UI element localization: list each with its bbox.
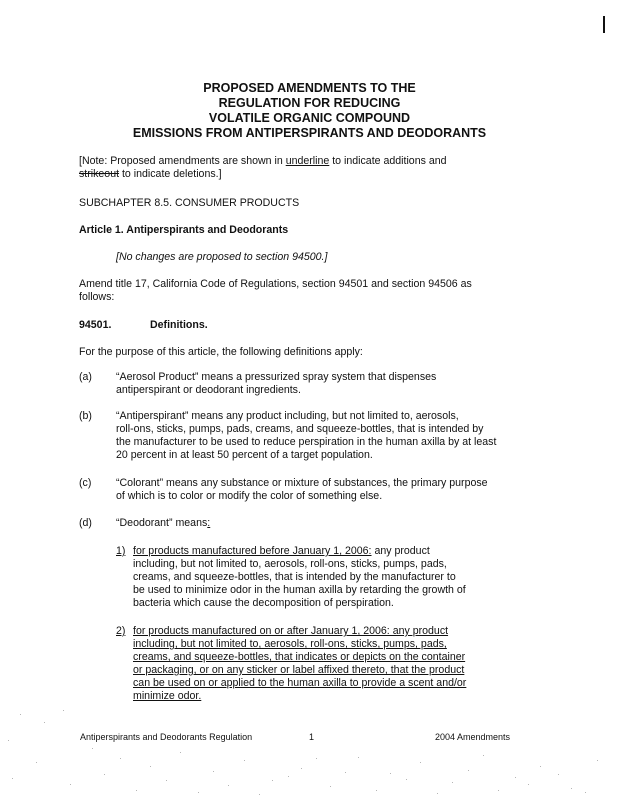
strikeout-example: strikeout [79, 168, 120, 180]
sub-2-line-4: or packaging, or on any sticker or label affixed thereto, that the product [133, 664, 465, 676]
def-b-line-2: roll-ons, sticks, pumps, pads, creams, and squeeze-bottles, that is intended by [116, 423, 484, 435]
footer-page-number: 1 [309, 732, 315, 742]
no-changes-note: [No changes are proposed to section 94500.] [116, 251, 328, 263]
title-line-1: PROPOSED AMENDMENTS TO THE [203, 81, 416, 95]
def-c-line-1: “Colorant” means any substance or mixture of substances, the primary purpose [116, 477, 488, 489]
def-b-line-1: “Antiperspirant” means any product including, but not limited to, aerosols, [116, 410, 459, 422]
title-line-2: REGULATION FOR REDUCING [218, 96, 401, 110]
sub-2-line-3: creams, and squeeze-bottles, that indicates or depicts on the container [133, 651, 466, 663]
note-line-1: [Note: Proposed amendments are shown in underline to indicate additions and [79, 155, 447, 167]
margin-mark [603, 16, 605, 33]
def-d-label: (d) [79, 517, 92, 529]
sub-2-line-6: minimize odor. [133, 690, 202, 702]
amend-line-2: follows: [79, 291, 115, 303]
section-number: 94501. [79, 319, 112, 331]
subchapter-heading: SUBCHAPTER 8.5. CONSUMER PRODUCTS [79, 197, 300, 209]
def-d-line-1: “Deodorant” means: [116, 517, 211, 529]
footer-left: Antiperspirants and Deodorants Regulation [80, 732, 253, 742]
def-a-label: (a) [79, 371, 92, 383]
sub-2-line-2: including, but not limited to, aerosols, roll-ons, sticks, pumps, pads, [133, 638, 447, 650]
def-c-label: (c) [79, 477, 92, 489]
sub-2-line-5: can be used on or applied to the human axilla to provide a scent and/or [133, 677, 467, 689]
sub-1-line-5: bacteria which cause the decomposition of perspiration. [133, 597, 394, 609]
def-a-line-2: antiperspirant or deodorant ingredients. [116, 384, 301, 396]
title-line-4: EMISSIONS FROM ANTIPERSPIRANTS AND DEODORANTS [132, 126, 487, 140]
sub-1-line-2: including, but not limited to, aerosols, roll-ons, sticks, pumps, pads, [133, 558, 447, 570]
underline-example: underline [285, 155, 330, 167]
def-c-line-2: of which is to color or modify the color of something else. [116, 490, 383, 502]
def-b-label: (b) [79, 410, 92, 422]
sub-1-line-3: creams, and squeeze-bottles, that is intended by the manufacturer to [133, 571, 456, 583]
sub-1-number: 1) [116, 545, 126, 557]
section-title: Definitions. [150, 319, 208, 331]
sub-1-line-4: be used to minimize odor in the human axilla by retarding the growth of [133, 584, 466, 596]
sub-2-line-1: for products manufactured on or after January 1, 2006: any product [133, 625, 449, 637]
sub-2-number: 2) [116, 625, 126, 637]
def-b-line-4: 20 percent in at least 50 percent of a target population. [116, 449, 373, 461]
def-b-line-3: the manufacturer to be used to reduce perspiration in the human axilla by at least [116, 436, 497, 448]
amend-line-1: Amend title 17, California Code of Regulations, section 94501 and section 94506 as [79, 278, 472, 290]
purpose-text: For the purpose of this article, the following definitions apply: [79, 346, 363, 358]
scan-noise [0, 700, 619, 800]
title-line-3: VOLATILE ORGANIC COMPOUND [208, 111, 411, 125]
article-heading: Article 1. Antiperspirants and Deodorants [79, 224, 289, 236]
sub-1-line-1: for products manufactured before January 1, 2006: any product [133, 545, 430, 557]
footer-right: 2004 Amendments [435, 732, 511, 742]
note-line-2: strikeout to indicate deletions.] [79, 168, 222, 180]
def-a-line-1: “Aerosol Product” means a pressurized spray system that dispenses [116, 371, 437, 383]
